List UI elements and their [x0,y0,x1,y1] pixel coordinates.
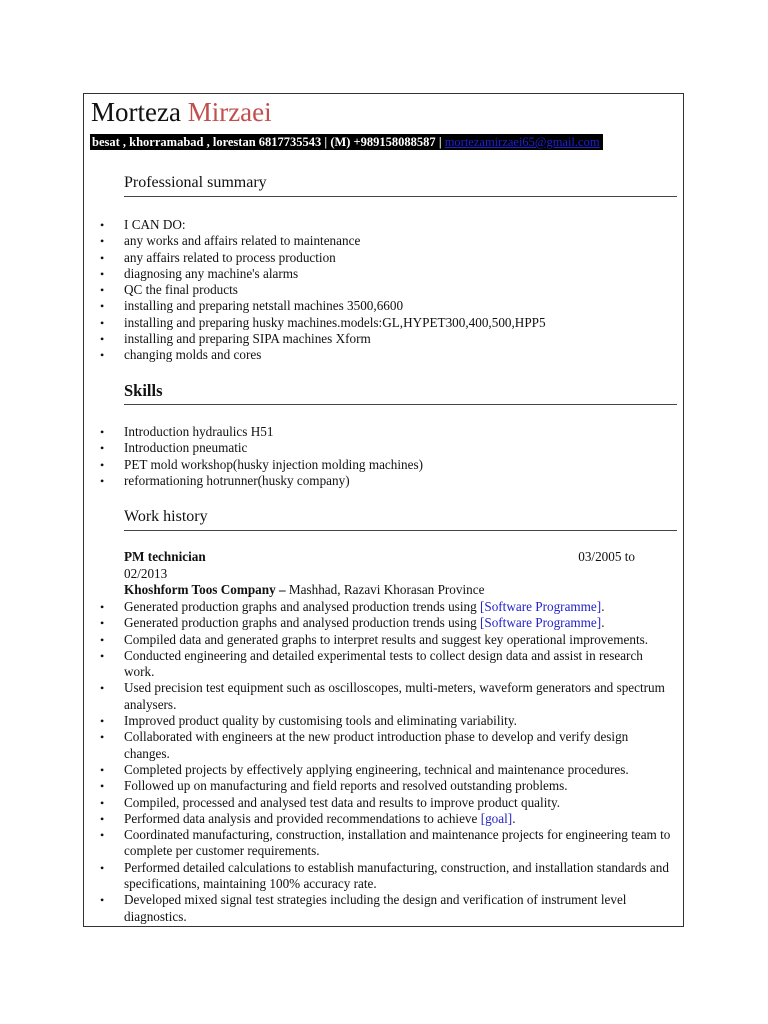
list-item: • Coordinated manufacturing, construction, installation and maintenance projects for engineering team to complete per customer requirements. [84,827,675,860]
list-item: • Completed projects by effectively applying engineering, technical and maintenance procedures. [84,762,675,778]
list-item [84,599,675,615]
list-item: • Collaborated with engineers at the new product introduction phase to develop and verify design changes. [84,729,675,762]
company-location: Mashhad, Razavi Khorasan Province [285,582,485,597]
candidate-name [91,95,272,129]
placeholder-text: [Software Programme] [479,599,602,614]
list-item: • Compiled, processed and analysed test data and results to improve product quality. [84,795,675,811]
job-duties-list [84,599,675,925]
list-item: • reformationing hotrunner(husky company) [84,473,675,489]
separator: | [435,135,445,149]
list-item [84,811,675,827]
address: besat , khorramabad , lorestan 6817735543 [92,135,322,149]
summary-list [84,217,675,364]
duty-text-end: . [512,810,516,826]
job-start-date: 03/2005 to [578,549,635,564]
list-item: • Introduction pneumatic [84,440,675,456]
placeholder-text: [Software Programme] [479,615,602,631]
placeholder-text: [goal] [480,810,513,826]
list-item: • Performed detailed calculations to establish manufacturing, construction, and installation standards and specifications, maintaining 100% accuracy rate. [84,860,675,893]
list-item: • Followed up on manufacturing and field reports and resolved outstanding problems. [84,778,675,794]
resume-page [83,93,684,927]
list-item: • Improved product quality by customising tools and eliminating variability. [84,713,675,729]
list-item: • Conducted engineering and detailed experimental tests to collect design data and assist in research work. [84,648,675,681]
separator: | [321,135,331,149]
work-history-heading: Work history [124,507,677,531]
duty-text-end: . [601,615,605,631]
summary-heading: Professional summary [124,173,677,197]
duty-text: Generated production graphs and analysed production trends using [124,615,480,631]
list-item: • installing and preparing SIPA machines Xform [84,331,675,347]
duty-text-end: . [601,599,605,614]
list-item: • Compiled data and generated graphs to interpret results and suggest key operational improvements. [84,632,675,648]
contact-bar [90,134,603,150]
first-name: Morteza [91,97,181,127]
job-end-date: 02/2013 [124,566,168,581]
list-item: • Developed mixed signal test strategies including the design and verification of instrument level diagnostics. [84,892,675,925]
skills-list [84,424,675,489]
list-item: • I CAN DO: [84,217,675,233]
list-item: • Used precision test equipment such as oscilloscopes, multi-meters, waveform generators and spectrum analysers. [84,680,675,713]
list-item [84,615,675,631]
list-item: • QC the final products [84,282,675,298]
list-item: • PET mold workshop(husky injection molding machines) [84,457,675,473]
list-item: • diagnosing any machine's alarms [84,266,675,282]
list-item: • changing molds and cores [84,347,675,363]
list-item: • any affairs related to process production [84,250,675,266]
phone: (M) +989158088587 [330,135,436,149]
job-title: PM technician [124,549,206,564]
company-line [124,582,484,598]
duty-text: Performed data analysis and provided recommendations to achieve [124,810,481,826]
skills-heading: Skills [124,381,677,405]
duty-text: Generated production graphs and analysed production trends using [124,599,480,614]
list-item: • installing and preparing netstall machines 3500,6600 [84,298,675,314]
list-item: • any works and affairs related to maintenance [84,233,675,249]
list-item: • installing and preparing husky machines.models:GL,HYPET300,400,500,HPP5 [84,315,675,331]
email-link[interactable]: mortezamirzaei65@gmail.com [444,135,600,149]
list-item: • Introduction hydraulics H51 [84,424,675,440]
company-name: Khoshform Toos Company – [124,582,286,597]
last-name: Mirzaei [187,97,272,127]
